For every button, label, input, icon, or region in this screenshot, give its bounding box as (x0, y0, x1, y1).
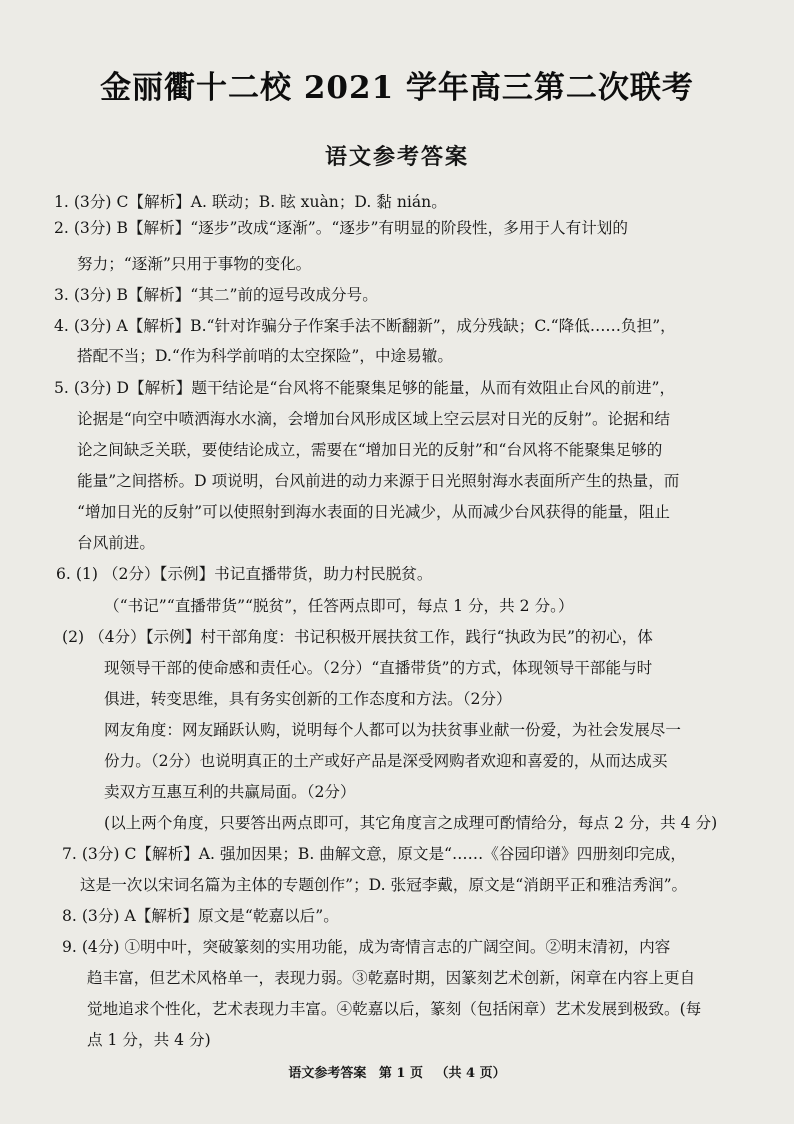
answer-line-5: 5. (3分) D【解析】题干结论是“台风将不能聚集足够的能量，从而有效阻止台风的前进”， (54, 379, 676, 397)
answer-line-6-2-cont-1: 现领导干部的使命感和责任心。（2分）“直播带货”的方式，体现领导干部能与时 (104, 659, 653, 677)
answer-line-6-1: 6. (1) （2分）【示例】书记直播带货，助力村民脱贫。 (56, 565, 433, 583)
page-subtitle: 语文参考答案 (324, 144, 469, 170)
answer-line-2: 2. (3分) B【解析】“逐步”改成“逐渐”。“逐步”有明显的阶段性，多用于人有计划的 (54, 219, 628, 237)
answer-line-1: 1. (3分) C【解析】A. 联动；B. 眩 xuàn；D. 黏 nián。 (54, 193, 447, 211)
page-footer (0, 1062, 794, 1081)
footer-page-number: 第 1 页 (378, 1066, 423, 1081)
answer-line-5-cont-4: “增加日光的反射”可以使照射到海水表面的日光减少，从而减少台风获得的能量，阻止 (77, 503, 670, 521)
answer-line-9-cont-1: 趋丰富，但艺术风格单一，表现力弱。③乾嘉时期，因篆刻艺术创新，闲章在内容上更自 (87, 969, 696, 987)
answer-line-4: 4. (3分) A【解析】B.“针对诈骗分子作案手法不断翻新”，成分残缺；C.“降低……负担”， (54, 317, 676, 335)
answer-line-5-cont-3: 能量”之间搭桥。D 项说明，台风前进的动力来源于日光照射海水表面所产生的热量，而 (77, 472, 680, 490)
answer-line-6-2-cont-2: 俱进，转变思维，具有务实创新的工作态度和方法。（2分） (104, 690, 512, 708)
answer-line-4-cont: 搭配不当；D.“作为科学前哨的太空探险”，中途易辙。 (77, 347, 453, 365)
footer-total-pages: （共 4 页） (435, 1066, 506, 1081)
page-title: 金丽衢十二校 2021 学年高三第二次联考 (100, 70, 694, 106)
answer-line-5-cont-1: 论据是“向空中喷洒海水水滴，会增加台风形成区域上空云层对日光的反射”。论据和结 (77, 410, 670, 428)
answer-line-5-cont-5: 台风前进。 (77, 534, 155, 552)
answer-line-7-cont: 这是一次以宋词名篇为主体的专题创作”；D. 张冠李戴，原文是“消朗平正和雅洁秀润”。 (80, 876, 688, 894)
answer-line-9-cont-3: 点 1 分，共 4 分) (87, 1031, 211, 1049)
answer-line-6-2-cont-5: 卖双方互惠互利的共赢局面。（2分） (104, 783, 356, 801)
answer-line-2-cont: 努力；“逐渐”只用于事物的变化。 (77, 255, 312, 273)
answer-line-5-cont-2: 论之间缺乏关联，要使结论成立，需要在“增加日光的反射”和“台风将不能聚集足够的 (77, 441, 663, 459)
answer-line-8: 8. (3分) A【解析】原文是“乾嘉以后”。 (62, 907, 339, 925)
footer-doc-name: 语文参考答案 (288, 1066, 367, 1081)
answer-line-6-2: (2) （4分）【示例】村干部角度：书记积极开展扶贫工作，践行“执政为民”的初心，体 (62, 628, 653, 646)
answer-line-9: 9. (4分) ①明中叶，突破篆刻的实用功能，成为寄情言志的广阔空间。②明末清初，内容 (62, 938, 671, 956)
answer-line-7: 7. (3分) C【解析】A. 强加因果；B. 曲解文意，原文是“……《谷园印谱》四册刻印完成， (62, 845, 686, 863)
answer-line-6-1-note: （“书记”“直播带货”“脱贫”，任答两点即可，每点 1 分，共 2 分。） (104, 597, 574, 615)
answer-line-6-2-note: (以上两个角度，只要答出两点即可，其它角度言之成理可酌情给分，每点 2 分，共 4 分) (104, 814, 718, 832)
answer-line-6-2-cont-4: 份力。（2分）也说明真正的土产或好产品是深受网购者欢迎和喜爱的，从而达成买 (104, 752, 668, 770)
answer-line-9-cont-2: 觉地追求个性化，艺术表现力丰富。④乾嘉以后，篆刻（包括闲章）艺术发展到极致。(每 (87, 1000, 702, 1018)
answer-line-3: 3. (3分) B【解析】“其二”前的逗号改成分号。 (54, 286, 378, 304)
answer-line-6-2-cont-3: 网友角度：网友踊跃认购，说明每个人都可以为扶贫事业献一份爱，为社会发展尽一 (104, 721, 681, 739)
